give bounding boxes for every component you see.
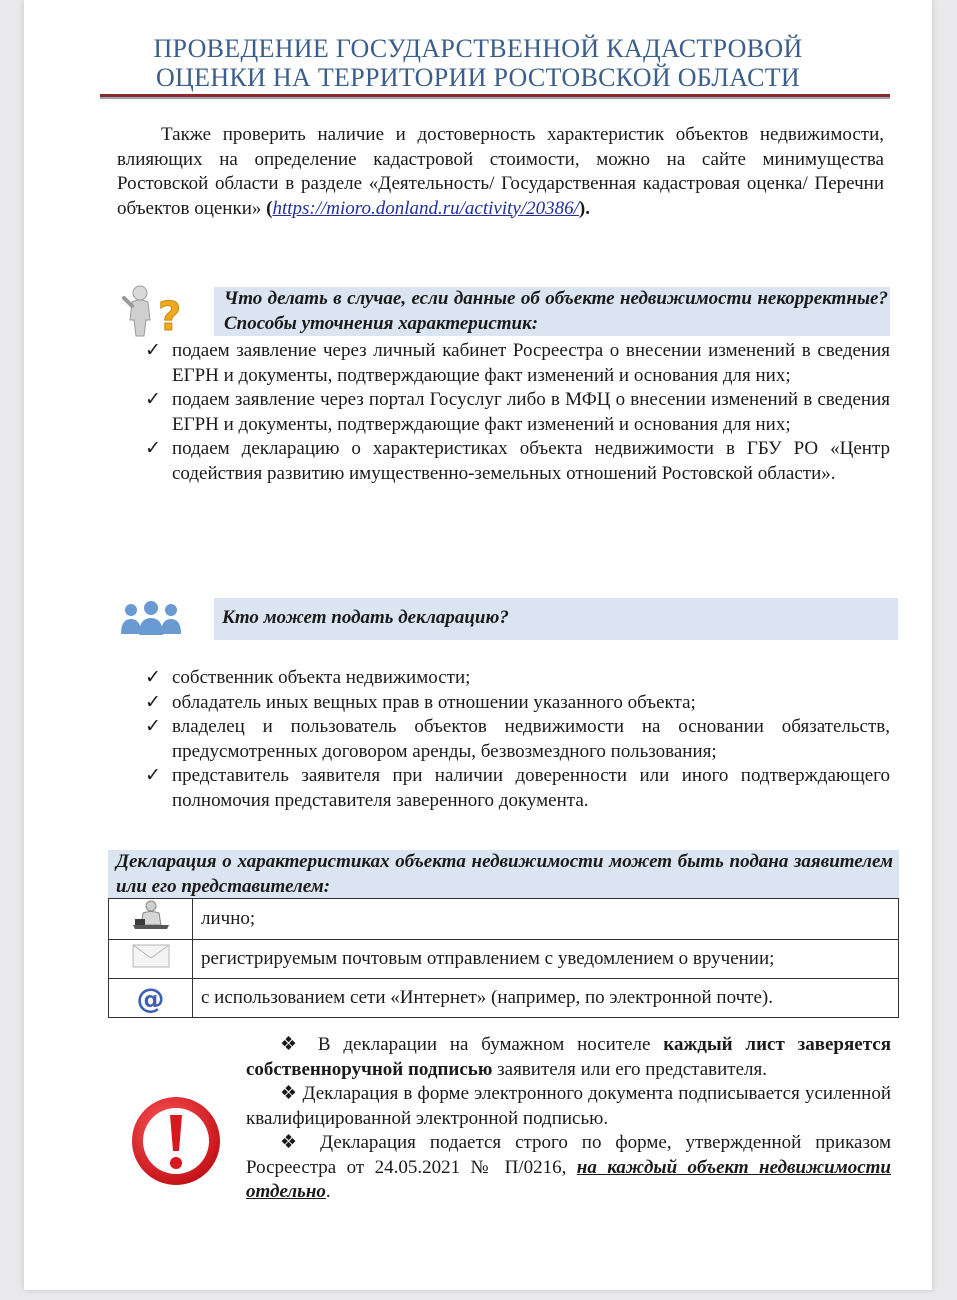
list-item: ✓ представитель заявителя при наличии доверенности или иного подтверждающего полномочия представителя заверенного документа. [145,765,890,811]
table-cell-icon [109,979,193,1018]
diamond-bullet-icon: ❖ [280,1034,306,1055]
section1-heading [214,287,890,336]
title-line-1: ПРОВЕДЕНИЕ ГОСУДАРСТВЕННОЙ КАДАСТРОВОЙ [153,34,803,63]
section2-heading-text: Кто может подать декларацию? [222,607,509,628]
checkmark-icon: ✓ [145,691,161,713]
title-divider [100,94,890,99]
envelope-icon [131,953,171,974]
checkmark-icon: ✓ [145,340,161,361]
title-line-2: ОЦЕНКИ НА ТЕРРИТОРИИ РОСТОВСКОЙ ОБЛАСТИ [155,63,800,92]
diamond-bullet-icon: ❖ [280,1132,307,1153]
diamond-bullet-icon: ❖ [280,1083,298,1104]
warnings-block [246,1033,891,1205]
checkmark-icon: ✓ [145,765,161,786]
list-item: ✓ владелец и пользователь объектов недвижимости на основании обязательств, предусмотренных договором аренды, безвозмездного пользования; [145,716,890,762]
section2-list [145,666,890,813]
checkmark-icon: ✓ [145,389,161,410]
list-item: ✓ подаем заявление через личный кабинет Росреестра о внесении изменений в сведения ЕГРН и документы, подтверждающие факт изменений и основания для них; [145,340,890,386]
table-row [109,899,899,940]
activity-link[interactable]: https://mioro.donland.ru/activity/20386/ [272,197,579,219]
intro-paren-close: ). [578,197,590,219]
intro-text: Также проверить наличие и достоверность характеристик объектов недвижимости, влияющих на определение кадастровой стоимости, можно на сайте минимущества Ростовской области в разделе «Деятельность/ Государственная кадастровая оценка/ Перечни объектов оценки» [117,124,884,219]
warning-paragraph-2: ❖ Декларация в форме электронного документа подписывается усиленной квалифицированной электронной подписью. [246,1083,891,1129]
checkmark-icon: ✓ [145,438,161,459]
list-item: ✓ собственник объекта недвижимости; [145,666,890,691]
people-group-icon [119,600,183,636]
table-cell-icon [109,899,193,940]
checkmark-icon: ✓ [145,667,161,688]
table-cell-text: регистрируемым почтовым отправлением с уведомлением о вручении; [193,940,899,979]
warning-paragraph-3: ❖ Декларация подается строго по форме, утвержденной приказом Росреестра от 24.05.2021 № П/0216, на каждый объект недвижимости отдельно. [246,1132,892,1202]
document-page [24,0,932,1290]
person-desk-icon [129,917,173,938]
intro-paren-open: ( [266,197,273,219]
section3-heading-text: Декларация о характеристиках объекта недвижимости может быть подана заявителем или его представителем: [116,851,893,897]
section3-heading [108,850,899,899]
svg-text:?: ? [158,294,182,340]
list-item: ✓ подаем заявление через портал Госуслуг либо в МФЦ о внесении изменений в сведения ЕГРН и документы, подтверждающие факт изменений и основания для них; [145,389,890,435]
table-cell-text: лично; [193,899,899,940]
page-title [24,34,932,92]
list-item: ✓ обладатель иных вещных прав в отношении указанного объекта; [145,691,890,716]
at-sign-icon: @ [136,981,165,1015]
intro-paragraph [117,123,884,221]
list-item: ✓ подаем декларацию о характеристиках объекта недвижимости в ГБУ РО «Центр содействия развитию имущественно-земельных отношений Ростовской области». [145,438,890,484]
table-cell-text: с использованием сети «Интернет» (например, по электронной почте). [193,979,899,1018]
section1-list [145,339,890,486]
checkmark-icon: ✓ [145,716,161,737]
exclamation-circle-icon [128,1093,224,1189]
warning-paragraph-1: ❖ В декларации на бумажном носителе каждый лист заверяется собственноручной подписью заявителя или его представителя. [246,1034,891,1080]
table-cell-icon [109,940,193,979]
section2-heading [214,598,898,640]
question-person-icon [122,284,182,340]
section1-heading-text: Что делать в случае, если данные об объекте недвижимости некорректные? Способы уточнения характеристик: [224,288,888,334]
table-row [109,979,899,1018]
submission-methods-table [108,898,899,1018]
table-row [109,940,899,979]
